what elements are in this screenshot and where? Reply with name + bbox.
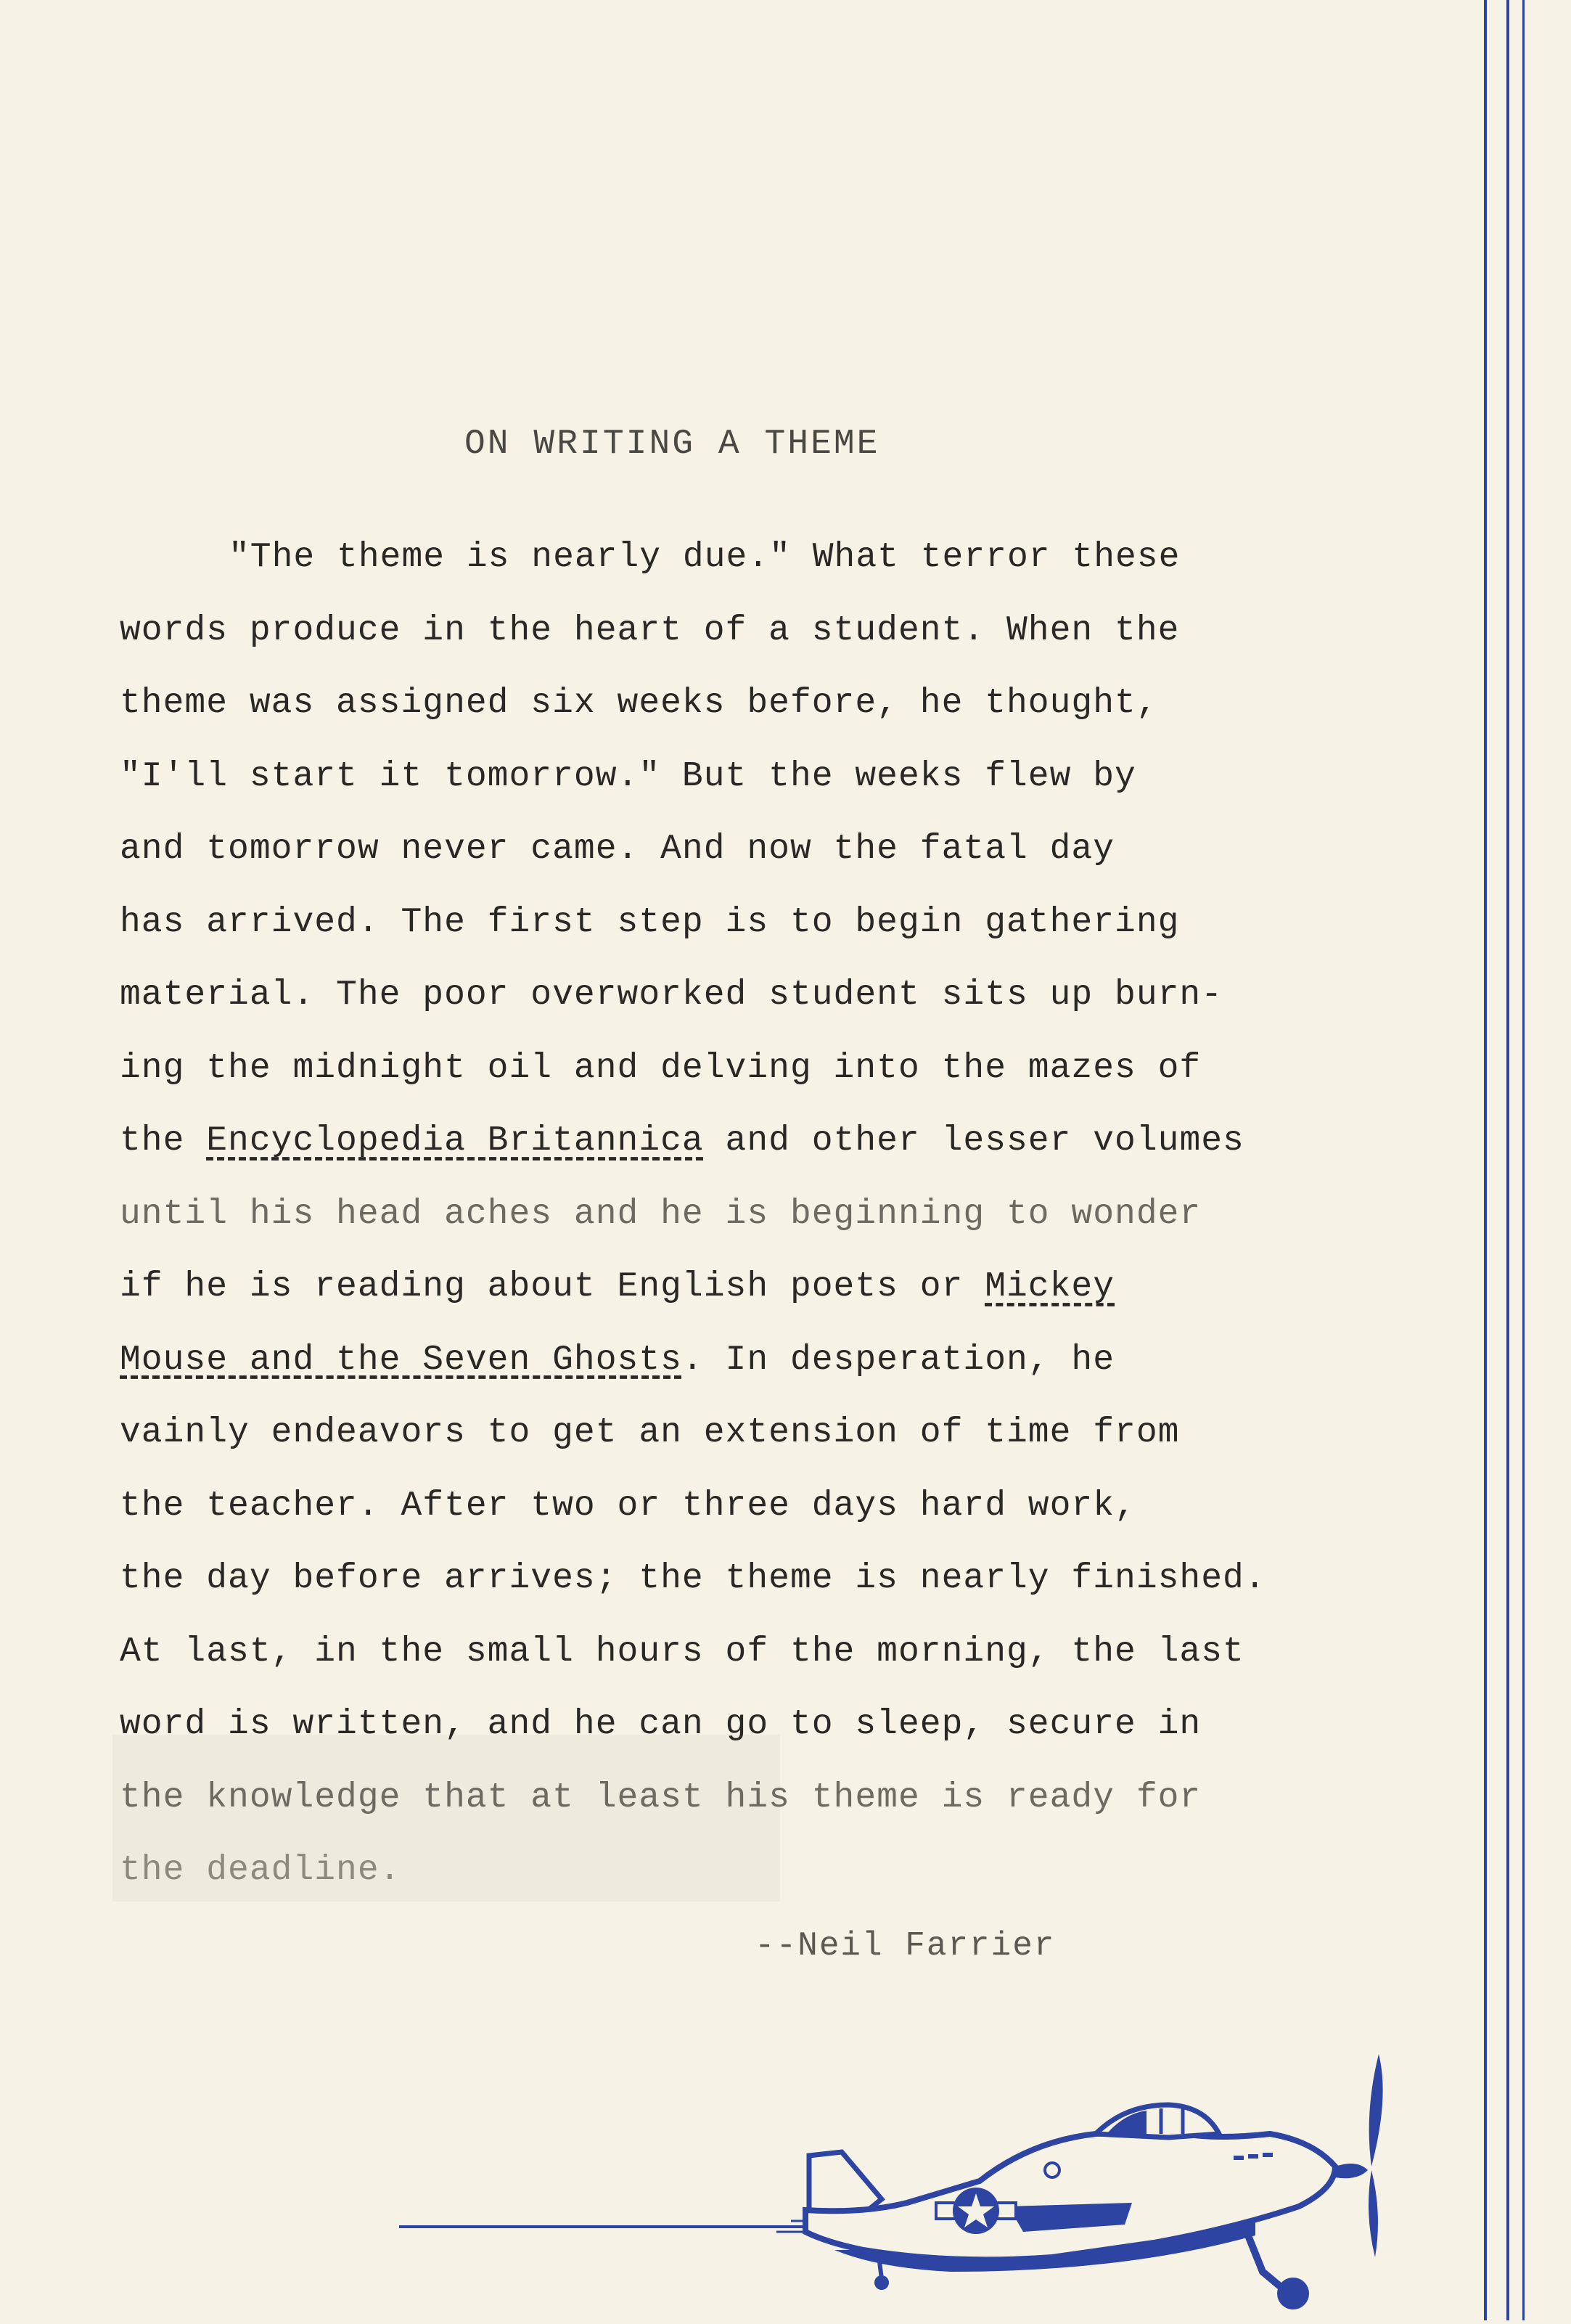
underlined-title: Mickey [985, 1267, 1115, 1306]
border-line [1484, 0, 1487, 2320]
text-span: . In desperation, he [681, 1340, 1115, 1380]
text-line: theme was assigned six weeks before, he thought, [120, 684, 1158, 723]
underlined-title: Mouse and the Seven Ghosts [120, 1340, 682, 1380]
text-line: the deadline. [120, 1851, 401, 1890]
text-line [120, 1267, 1295, 1340]
essay-body [120, 537, 1295, 1923]
underlined-title: Encyclopedia Britannica [206, 1121, 704, 1161]
text-line: words produce in the heart of a student. When the [120, 610, 1180, 650]
border-line [1522, 0, 1525, 2320]
text-line: "The theme is nearly due." What terror these [229, 538, 1181, 577]
text-line: vainly endeavors to get an extension of time from [120, 1413, 1180, 1452]
border-line [1506, 0, 1509, 2320]
text-line: ing the midnight oil and delving into the mazes of [120, 1048, 1202, 1088]
text-line: the day before arrives; the theme is nearly finished. [120, 1559, 1266, 1598]
text-span: the [120, 1121, 207, 1161]
text-line: word is written, and he can go to sleep, secure in [120, 1705, 1202, 1744]
text-line: has arrived. The first step is to begin gathering [120, 902, 1180, 942]
text-line: At last, in the small hours of the morning, the last [120, 1632, 1244, 1672]
text-line: the knowledge that at least his theme is ready for [120, 1777, 1202, 1817]
text-line [120, 1121, 1295, 1194]
text-line: the teacher. After two or three days hard work, [120, 1486, 1136, 1526]
text-span: and other lesser volumes [703, 1121, 1244, 1161]
document-title: ON WRITING A THEME [464, 425, 880, 464]
airplane-icon [399, 2032, 1451, 2320]
text-line [120, 1340, 1295, 1413]
text-line: until his head aches and he is beginning to wonder [120, 1194, 1202, 1234]
author-signature: --Neil Farrier [755, 1927, 1056, 1965]
text-line: "I'll start it tomorrow." But the weeks flew by [120, 756, 1136, 796]
text-span: if he is reading about English poets or [120, 1267, 985, 1306]
text-line: and tomorrow never came. And now the fatal day [120, 830, 1115, 869]
text-line: material. The poor overworked student sits up burn- [120, 975, 1223, 1015]
